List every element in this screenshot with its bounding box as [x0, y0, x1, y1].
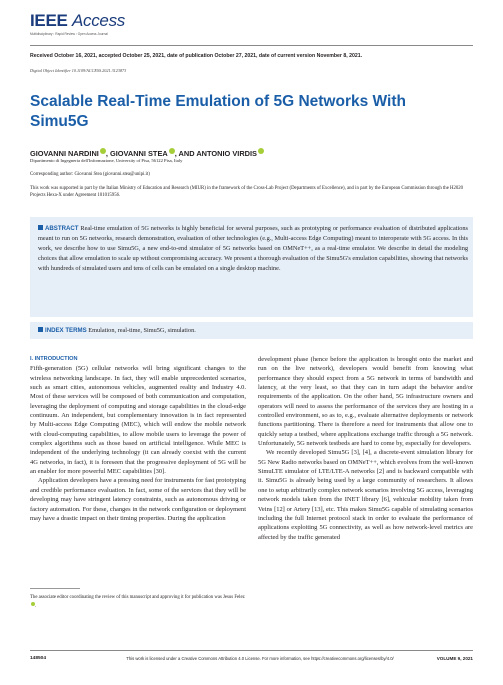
- paragraph: Application developers have a pressing need for instruments for fast prototyping and credible performance evaluation. In fact, some of the services that they will be developing may have stringent latency constraints, such as autonomous driving or factory automation. For these, changes in the network configuration or deployment may have a drastic impact on their timing properties. During the application: [30, 477, 246, 522]
- footer-rule: [30, 650, 473, 651]
- paragraph: development phase (hence before the application is brought onto the market and run on the live network), developers would benefit from knowing what performance they should expect from a 5G network in terms of bandwidth and latency, at the very least, so that they can in turn adapt the behavior and/or requirements of the application. On the other hand, 5G infrastructure owners and operators will need to assess the performance of the services they are hosting in a controlled environment, so as to, e.g., evaluate alternative deployments or network functions partitioning. There is therefore a need for instruments that allow one to quickly setup a testbed, where applications exchange traffic through a 5G network. Unfortunately, 5G network testbeds are hard to come by, especially for developers.: [258, 356, 473, 448]
- logo-access: Access: [71, 11, 125, 30]
- funding-note: This work was supported in part by the Italian Ministry of Education and Research (MIUR) in the framework of the Cross-Lab Project (Departments of Excellence), and in part by the European Commission through the H2020 Projects Hexa-X under Agreement 101015956.: [30, 186, 464, 199]
- logo-ieee: IEEE: [30, 11, 68, 30]
- index-terms-text: Emulation, real-time, Simu5G, simulation.: [88, 327, 196, 334]
- header-rule: [30, 45, 473, 46]
- abstract-label: ABSTRACT: [45, 225, 79, 232]
- author-virdis: , AND ANTONIO VIRDIS: [174, 149, 257, 158]
- orcid-icon[interactable]: [258, 148, 264, 154]
- affiliation: Dipartimento di Ingegneria dell'Informazione, University of Pisa, 56122 Pisa, Italy: [30, 158, 183, 163]
- author-nardini: GIOVANNI NARDINI: [30, 149, 99, 158]
- left-column: [30, 355, 246, 523]
- article-title: Scalable Real-Time Emulation of 5G Networks With Simu5G: [30, 93, 406, 130]
- orcid-icon[interactable]: [31, 602, 35, 606]
- right-column: [258, 355, 473, 542]
- abstract-text: Real-time emulation of 5G networks is highly beneficial for several purposes, such as prototyping or performance evaluation of distributed applications meant to run on 5G networks, research demonstration, evaluation of other technologies (e.g., Multi-access Edge Computing) meant to interoperate with 5G access. In this work, we describe how to use Simu5G, a new end-to-end simulator of 5G networks based on OMNeT++, as a real-time emulator. We describe in detail the modeling choices that allow emulation to scale up without compromising accuracy. We present a thorough evaluation of the Simu5G's emulation capabilities, showing that networks with hundreds of simulated users and tens of cells can be emulated on a single desktop machine.: [38, 225, 468, 272]
- author-stea: , GIOVANNI STEA: [105, 149, 168, 158]
- doi-line: Digital Object Identifier 10.1109/ACCESS.2021.3123873: [30, 68, 127, 73]
- paragraph: Fifth-generation (5G) cellular networks will bring significant changes to the wireless networking landscape. In fact, they will enable unprecedented scenarios, such as smart cities, autonomous vehicles, augmented reality and Industry 4.0. Most of these services will be composed of both communication and computation, leveraging the deployment of computing and storage capabilities in the cloud-edge continuum. An independent, but complementary innovation is in fact represented by Multi-access Edge Computing (MEC), which will endow the mobile network with cloud-computing capabilities, to allow mobile users to leverage the power of complex algorithms such as those based on artificial intelligence. While MEC is independent of the underlying technology (it can already coexist with the current 4G networks, in fact), it is foreseen that the progressive deployment of 5G will be an enabler for more powerful MEC capabilities [30].: [30, 365, 246, 476]
- abstract: [38, 224, 468, 274]
- logo-tagline: Multidisciplinary ⁝ Rapid Review ⁝ Open Access Journal: [30, 32, 108, 36]
- volume-label: VOLUME 9, 2021: [436, 656, 473, 661]
- index-terms-label: INDEX TERMS: [45, 327, 87, 334]
- journal-logo: [30, 11, 125, 31]
- index-terms: [38, 326, 468, 335]
- section-heading: I. INTRODUCTION: [30, 356, 78, 362]
- page-number: 148504: [30, 656, 47, 661]
- footnote-text: The associate editor coordinating the review of this manuscript and approving it for publication was Jesus Felez: [30, 595, 245, 600]
- received-dates: Received October 16, 2021, accepted October 25, 2021, date of publication October 27, 2021, date of current version November 8, 2021.: [30, 53, 363, 59]
- editor-footnote: The associate editor coordinating the review of this manuscript and approving it for publication was Jesus Felez.: [30, 595, 245, 610]
- author-list: [30, 148, 264, 158]
- square-bullet-icon: [38, 327, 43, 332]
- paragraph: We recently developed Simu5G [3], [4], a discrete-event simulation library for 5G New Radio networks based on OMNeT++, which evolves from the well-known SimuLTE simulator of LTE/LTE-A networks [2] and is backward compatible with it. Simu5G is already being used by a large community of researchers. It allows one to setup arbitrarily complex network scenarios involving 5G access, leveraging network models taken from the INET library [6], vehicular mobility taken from Veins [12] or Artery [13], etc. This makes Simu5G capable of simulating scenarios including the full Internet protocol stack in order to evaluate the performance of applications exploiting 5G connectivity, as well as how network-level metrics are affected by the traffic generated: [258, 449, 474, 541]
- license-link[interactable]: This work is licensed under a Creative Commons Attribution 4.0 License. For more information, see https://creativecommons.org/licenses/by/4.0/: [126, 656, 394, 661]
- square-bullet-icon: [38, 225, 43, 230]
- corresponding-author: Corresponding author: Giovanni Stea (giovanni.stea@unipi.it): [30, 172, 150, 177]
- footnote-rule: [30, 588, 80, 589]
